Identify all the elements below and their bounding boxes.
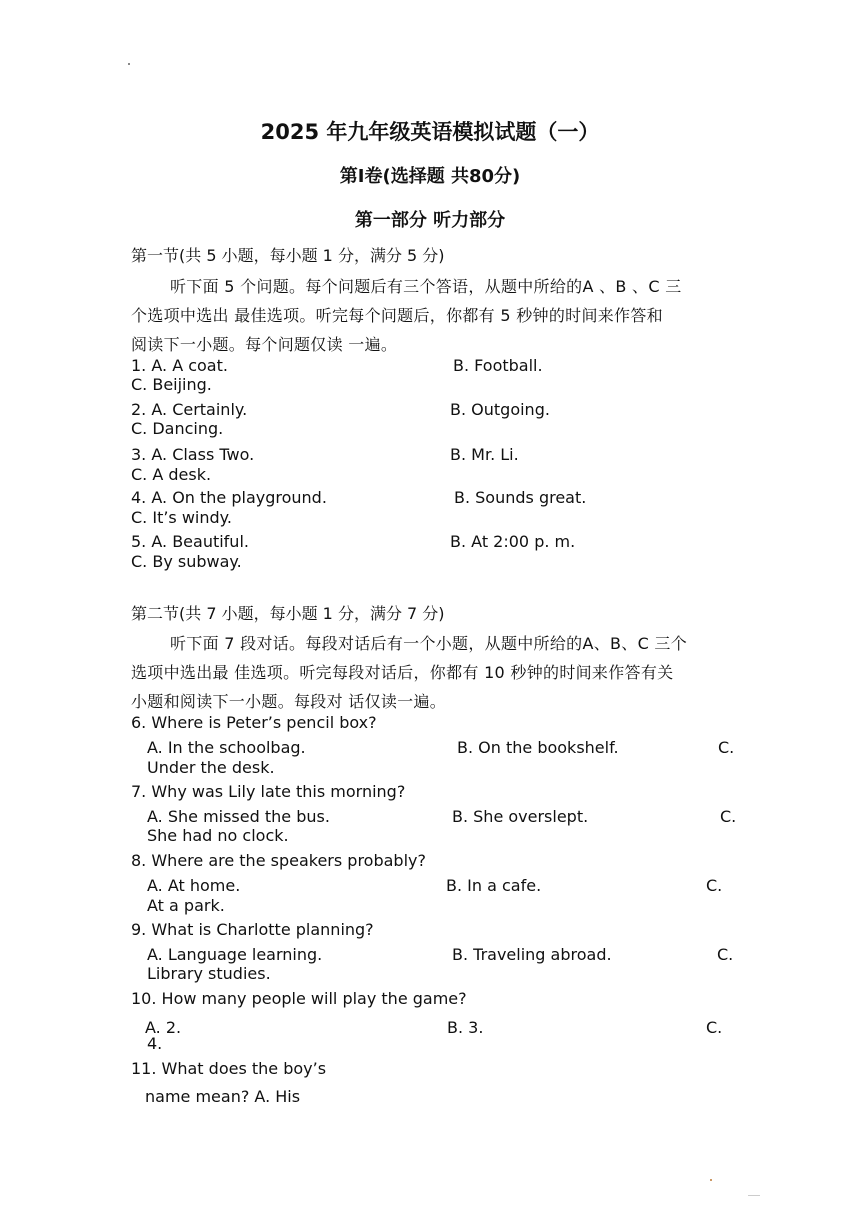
q11-question-line2: name mean? A. His xyxy=(145,1087,301,1106)
q9-question: 9. What is Charlotte planning? xyxy=(131,920,374,939)
q9-option-a: A. Language learning. xyxy=(147,945,323,964)
q1-option-b: B. Football. xyxy=(453,356,543,375)
section2-instructions-line1: 听下面 7 段对话。每段对话后有一个小题，从题中所给的A、B、C 三个 xyxy=(170,634,688,653)
q1-option-a: 1. A. A coat. xyxy=(131,356,228,375)
scan-speck xyxy=(128,63,130,65)
q9-option-c-label: C. xyxy=(717,945,734,964)
q6-option-c-label: C. xyxy=(718,738,735,757)
section1-instructions-line1: 听下面 5 个问题。每个问题后有三个答语，从题中所给的A 、B 、C 三 xyxy=(170,277,682,296)
section2-instructions-line2: 选项中选出最 佳选项。听完每段对话后，你都有 10 秒钟的时间来作答有关 xyxy=(131,663,674,682)
q6-option-b: B. On the bookshelf. xyxy=(457,738,619,757)
q6-question: 6. Where is Peter’s pencil box? xyxy=(131,713,377,732)
part-heading: 第一部分 听力部分 xyxy=(354,210,506,231)
q4-option-c: C. It’s windy. xyxy=(131,508,232,527)
q3-option-a: 3. A. Class Two. xyxy=(131,445,255,464)
q6-option-a: A. In the schoolbag. xyxy=(147,738,306,757)
q10-option-c-label: C. xyxy=(706,1018,723,1037)
q9-option-c-text: Library studies. xyxy=(147,964,271,983)
q1-option-c: C. Beijing. xyxy=(131,375,212,394)
section2-heading: 第二节(共 7 小题，每小题 1 分，满分 7 分) xyxy=(131,604,445,623)
section1-instructions-line2: 个选项中选出 最佳选项。听完每个问题后，你都有 5 秒钟的时间来作答和 xyxy=(131,306,663,325)
q10-option-a: A. 2. xyxy=(145,1018,182,1037)
q3-option-b: B. Mr. Li. xyxy=(450,445,519,464)
q4-option-a: 4. A. On the playground. xyxy=(131,488,327,507)
q9-option-b: B. Traveling abroad. xyxy=(452,945,612,964)
q7-option-c-label: C. xyxy=(720,807,737,826)
section2-instructions-line3: 小题和阅读下一小题。每段对 话仅读一遍。 xyxy=(131,692,447,711)
q8-option-c-text: At a park. xyxy=(147,896,225,915)
q8-option-c-label: C. xyxy=(706,876,723,895)
q7-option-c-text: She had no clock. xyxy=(147,826,289,845)
scan-speck xyxy=(710,1179,712,1181)
q10-option-c-text: 4. xyxy=(147,1034,163,1053)
q2-option-b: B. Outgoing. xyxy=(450,400,550,419)
q7-option-a: A. She missed the bus. xyxy=(147,807,330,826)
q2-option-c: C. Dancing. xyxy=(131,419,224,438)
q3-option-c: C. A desk. xyxy=(131,465,212,484)
section1-instructions-line3: 阅读下一小题。每个问题仅读 一遍。 xyxy=(131,335,398,354)
q10-question: 10. How many people will play the game? xyxy=(131,989,467,1008)
volume-heading: 第Ⅰ卷(选择题 共80分) xyxy=(339,166,521,187)
q5-option-c: C. By subway. xyxy=(131,552,242,571)
q8-option-b: B. In a cafe. xyxy=(446,876,542,895)
exam-title: 2025 年九年级英语模拟试题（一） xyxy=(260,120,600,144)
q7-option-b: B. She overslept. xyxy=(452,807,589,826)
scan-speck xyxy=(748,1195,760,1196)
q7-question: 7. Why was Lily late this morning? xyxy=(131,782,406,801)
q8-option-a: A. At home. xyxy=(147,876,241,895)
q8-question: 8. Where are the speakers probably? xyxy=(131,851,426,870)
q6-option-c-text: Under the desk. xyxy=(147,758,275,777)
section1-heading: 第一节(共 5 小题，每小题 1 分，满分 5 分) xyxy=(131,246,445,265)
q5-option-a: 5. A. Beautiful. xyxy=(131,532,249,551)
q11-question-line1: 11. What does the boy’s xyxy=(131,1059,327,1078)
q10-option-b: B. 3. xyxy=(447,1018,484,1037)
q2-option-a: 2. A. Certainly. xyxy=(131,400,248,419)
q4-option-b: B. Sounds great. xyxy=(454,488,587,507)
q5-option-b: B. At 2:00 p. m. xyxy=(450,532,576,551)
